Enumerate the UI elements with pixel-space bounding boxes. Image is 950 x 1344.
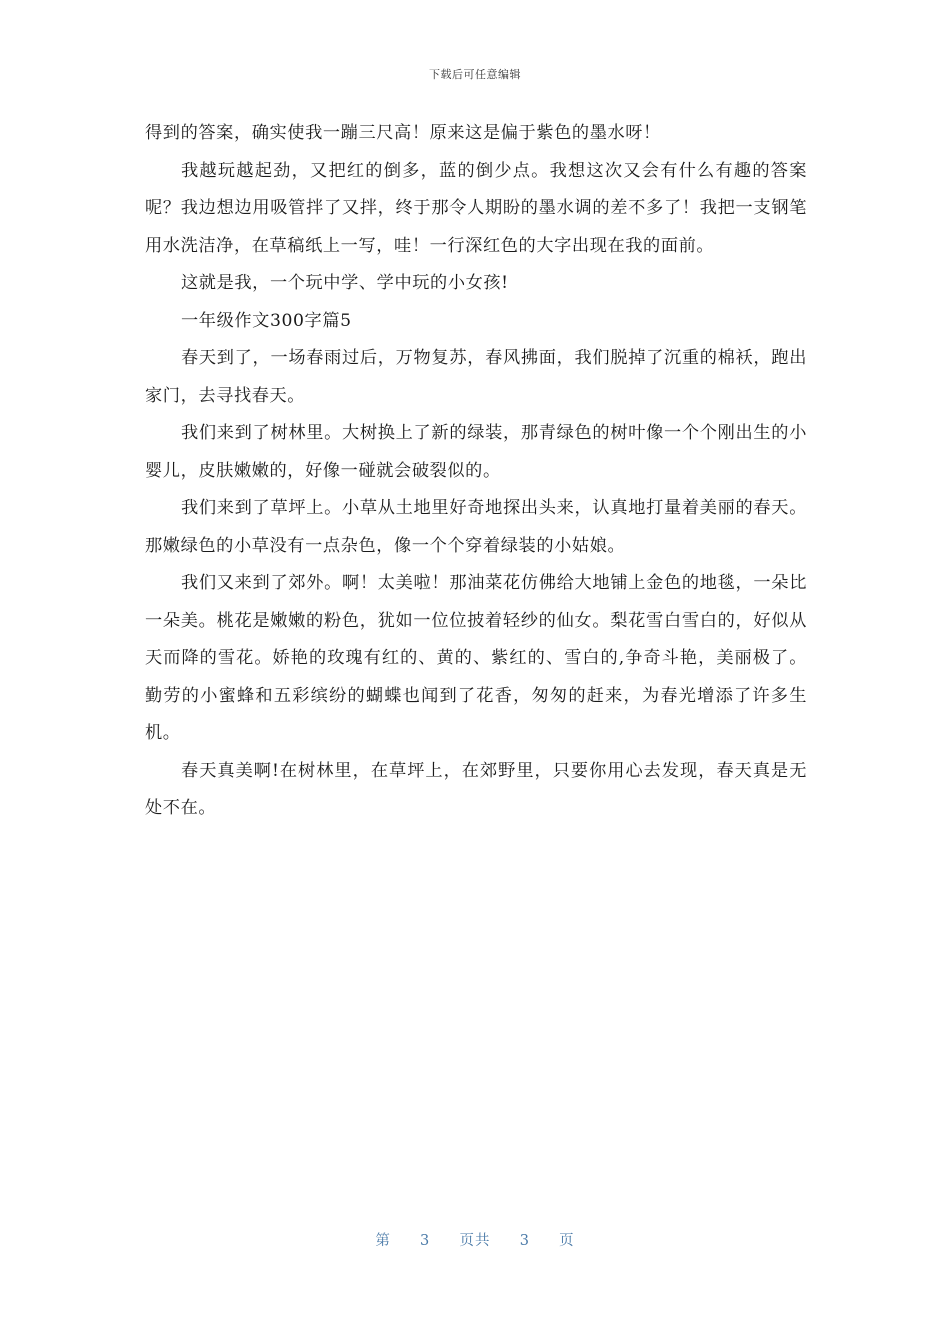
section-heading: 一年级作文300字篇5 [181, 310, 352, 331]
paragraph: 得到的答案，确实使我一蹦三尺高！原来这是偏于紫色的墨水呀！ [145, 123, 661, 143]
document-body [145, 115, 807, 828]
header-note: 下载后可任意编辑 [429, 68, 521, 81]
total-pages-number: 3 [519, 1233, 530, 1249]
paragraph: 春天到了，一场春雨过后，万物复苏，春风拂面，我们脱掉了沉重的棉袄，跑出家门，去寻找春天。 [145, 348, 807, 406]
paragraph: 春天真美啊!在树林里，在草坪上，在郊野里，只要你用心去发现，春天真是无处不在。 [145, 760, 807, 818]
page-footer [0, 1229, 950, 1250]
paragraph: 这就是我，一个玩中学、学中玩的小女孩! [181, 273, 509, 293]
paragraph: 我们来到了草坪上。小草从土地里好奇地探出头来，认真地打量着美丽的春天。那嫩绿色的小草没有一点杂色，像一个个穿着绿装的小姑娘。 [145, 498, 807, 556]
paragraph: 我越玩越起劲，又把红的倒多，蓝的倒少点。我想这次又会有什么有趣的答案呢？我边想边用吸管拌了又拌，终于那令人期盼的墨水调的差不多了！我把一支钢笔用水洗洁净，在草稿纸上一写，哇！一行深红色的大字出现在我的面前。 [145, 160, 807, 256]
page-label-prefix: 第 [375, 1233, 391, 1249]
page-label-suffix: 页 [559, 1233, 575, 1249]
current-page-number: 3 [420, 1233, 431, 1249]
page-label-middle: 页共 [459, 1233, 491, 1249]
paragraph: 我们又来到了郊外。啊！太美啦！那油菜花仿佛给大地铺上金色的地毯，一朵比一朵美。桃花是嫩嫩的粉色，犹如一位位披着轻纱的仙女。梨花雪白雪白的，好似从天而降的雪花。娇艳的玫瑰有红的、黄的、紫红的、雪白的,争奇斗艳，美丽极了。勤劳的小蜜蜂和五彩缤纷的蝴蝶也闻到了花香，匆匆的赶来，为春光增添了许多生机。 [145, 573, 807, 743]
paragraph: 我们来到了树林里。大树换上了新的绿装，那青绿色的树叶像一个个刚出生的小婴儿，皮肤嫩嫩的，好像一碰就会破裂似的。 [145, 423, 807, 481]
